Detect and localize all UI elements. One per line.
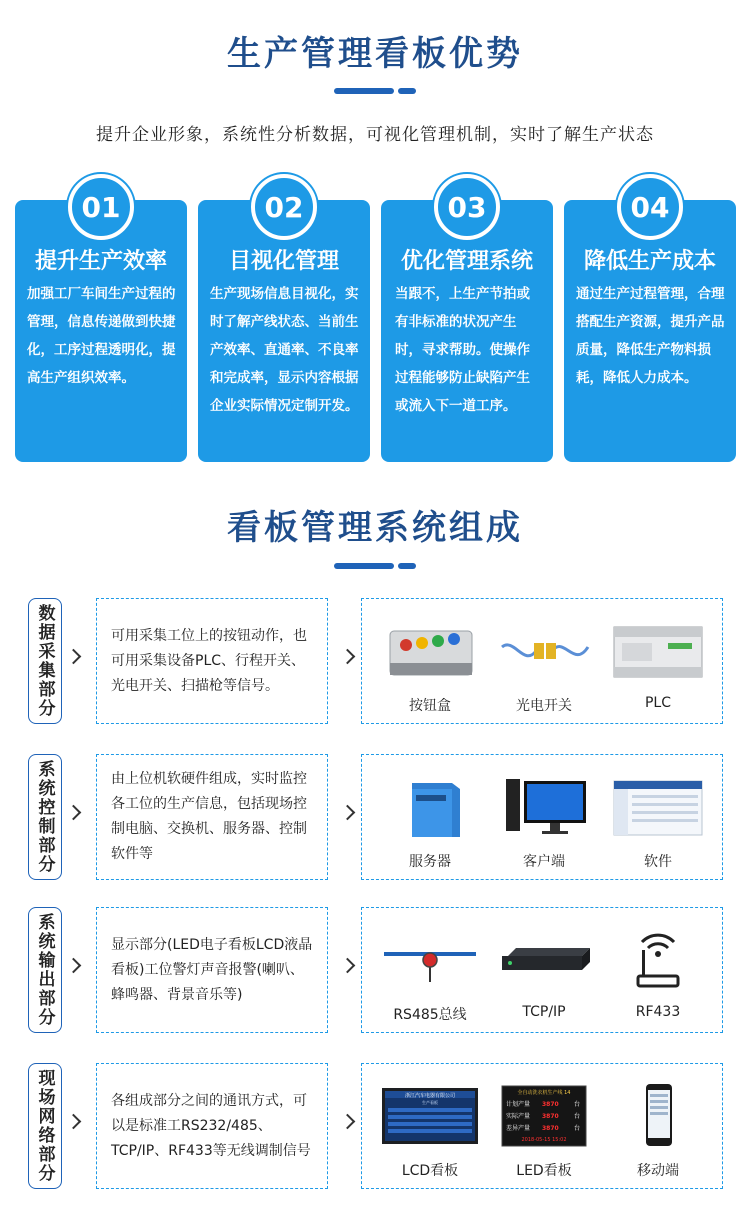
item-led-board: 全自动洗衣机生产线 14 计划产量 3870 台 实际产量 3870 台 差异产量 3870 台 2018-05-15 15:02 LED看板	[484, 1064, 604, 1190]
row-items	[361, 1063, 723, 1189]
bus-line-icon	[380, 926, 480, 992]
card-body: 加强工厂车间生产过程的管理，信息传递做到快捷化，工序过程透明化，提高生产组织效率。	[27, 286, 176, 386]
led-board-icon	[494, 1082, 594, 1148]
item-plc: PLC	[598, 599, 718, 725]
button-box-icon	[380, 617, 480, 683]
advantage-card-3	[381, 190, 553, 462]
row-items	[361, 754, 723, 880]
led-row-name: 差异产量	[506, 1125, 531, 1132]
chevron-right-icon	[68, 806, 82, 820]
card-body: 当跟不，上生产节拍或有非标准的状况产生时，寻求帮助。使操作过程能够防止缺陷产生或流入下一道工序。	[395, 286, 530, 414]
card-body: 通过生产过程管理，合理搭配生产资源，提升产品质量，降低生产物料损耗，降低人力成本。	[576, 286, 725, 386]
lcd-header-text: 浙江汽车电器有限公司	[404, 1093, 456, 1099]
software-screen-icon	[608, 773, 708, 839]
led-row-value: 3870	[542, 1113, 559, 1120]
lcd-board-icon	[380, 1082, 480, 1148]
server-icon	[380, 773, 480, 839]
row-description: 由上位机软硬件组成，实时监控各工位的生产信息，包括现场控制电脑、交换机、服务器、控制软件等	[96, 754, 328, 880]
led-header-text: 全自动洗衣机生产线 14	[517, 1090, 571, 1096]
item-client: 客户端	[484, 755, 604, 881]
section1-subtitle: 提升企业形象，系统性分析数据，可视化管理机制，实时了解生产状态	[96, 125, 654, 145]
chevron-right-icon	[68, 1115, 82, 1129]
component-row-system-control	[28, 754, 724, 884]
component-row-system-output	[28, 907, 724, 1037]
advantage-card-2	[198, 190, 370, 462]
row-label: 现场网络部分	[28, 1063, 62, 1189]
chevron-right-icon	[342, 959, 356, 973]
item-tcpip: TCP/IP	[484, 908, 604, 1034]
card-number: 02	[251, 174, 317, 240]
chevron-right-icon	[342, 650, 356, 664]
plc-icon	[608, 617, 708, 683]
network-switch-icon	[494, 926, 594, 992]
led-row-value: 3870	[542, 1125, 559, 1132]
component-row-field-network	[28, 1063, 724, 1193]
chevron-right-icon	[342, 1115, 356, 1129]
row-label: 数据采集部分	[28, 598, 62, 724]
card-title: 优化管理系统	[400, 249, 533, 274]
row-items	[361, 907, 723, 1033]
card-body: 生产现场信息目视化，实时了解产线状态、当前生产效率、直通率、不良率和完成率，显示内容根据企业实际情况定制开发。	[210, 286, 359, 414]
wireless-router-icon	[608, 926, 708, 992]
item-software: 软件	[598, 755, 718, 881]
component-row-data-collection	[28, 598, 724, 728]
card-number: 01	[68, 174, 134, 240]
advantage-card-1	[15, 190, 187, 462]
led-row-name: 计划产量	[506, 1101, 531, 1108]
item-server: 服务器	[370, 755, 490, 881]
advantage-card-4	[564, 190, 736, 462]
card-number: 03	[434, 174, 500, 240]
desktop-computer-icon	[494, 773, 594, 839]
mobile-phone-icon	[608, 1082, 708, 1148]
led-row-unit: 台	[574, 1101, 581, 1108]
card-number: 04	[617, 174, 683, 240]
lcd-subheader-text: 生产看板	[422, 1100, 438, 1105]
card-title: 提升生产效率	[34, 249, 167, 274]
row-description: 显示部分(LED电子看板LCD液晶看板)工位警灯声音报警(喇叭、蜂鸣器、背景音乐等)	[96, 907, 328, 1033]
chevron-right-icon	[68, 650, 82, 664]
item-rf433: RF433	[598, 908, 718, 1034]
item-button-box: 按钮盒	[370, 599, 490, 725]
row-label: 系统输出部分	[28, 907, 62, 1033]
card-title: 目视化管理	[228, 249, 339, 274]
section2-title: 看板管理系统组成	[227, 508, 523, 548]
item-photoelectric-switch: 光电开关	[484, 599, 604, 725]
item-lcd-board: 浙江汽车电器有限公司 生产看板 LCD看板	[370, 1064, 490, 1190]
led-row-name: 实际产量	[506, 1113, 531, 1120]
led-row-unit: 台	[574, 1125, 581, 1132]
item-mobile: 移动端	[598, 1064, 718, 1190]
led-datetime-text: 2018-05-15 15:02	[521, 1137, 567, 1143]
row-description: 各组成部分之间的通讯方式，可以是标准工RS232/485、TCP/IP、RF433等无线调制信号	[96, 1063, 328, 1189]
item-rs485: RS485总线	[370, 908, 490, 1034]
led-row-unit: 台	[574, 1113, 581, 1120]
row-description: 可用采集工位上的按钮动作，也可用采集设备PLC、行程开关、光电开关、扫描枪等信号。	[96, 598, 328, 724]
card-title: 降低生产成本	[583, 249, 716, 274]
led-row-value: 3870	[542, 1101, 559, 1108]
section1-title: 生产管理看板优势	[227, 34, 523, 74]
photoelectric-switch-icon	[494, 617, 594, 683]
chevron-right-icon	[342, 806, 356, 820]
chevron-right-icon	[68, 959, 82, 973]
row-label: 系统控制部分	[28, 754, 62, 880]
row-items	[361, 598, 723, 724]
